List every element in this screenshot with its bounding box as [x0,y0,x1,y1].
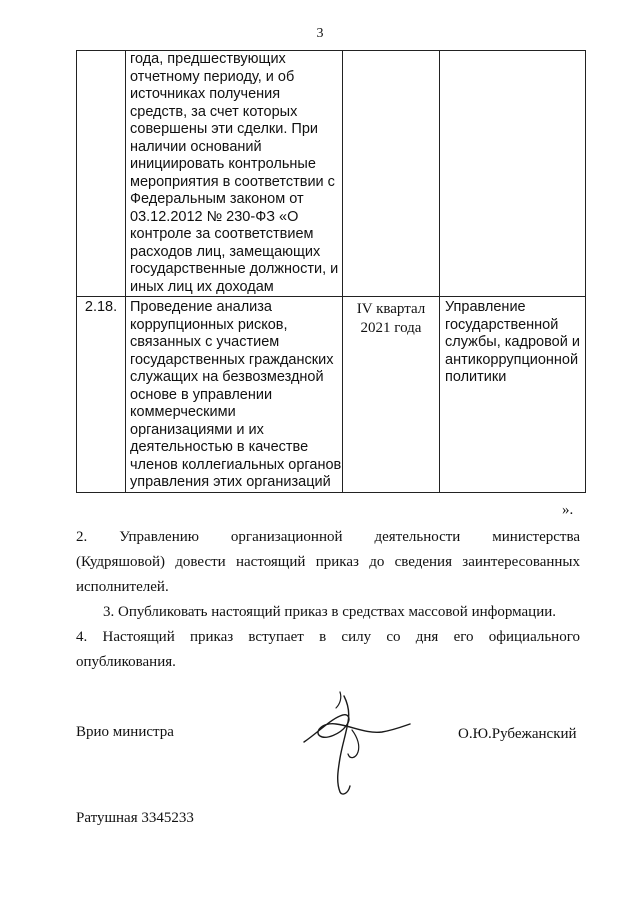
description-lines [130,51,342,296]
cell-text-line: управления этих организаций [130,474,331,490]
table-row [77,51,586,297]
paragraph-4 [76,625,580,675]
cell-text-line: коммерческими [130,404,236,420]
paragraph-2-line-1: 2. Управлению организационной деятельности министерства [76,529,580,545]
cell-text-line: Проведение анализа [130,299,272,315]
row-number-cell: 2.18. [77,297,126,493]
page-number: 3 [316,26,324,41]
description-lines [130,299,342,492]
cell-text-line: расходов лиц, замещающих [130,243,321,260]
signer-name: О.Ю.Рубежанский [458,726,577,742]
period-lines [343,300,439,338]
paragraph-2 [76,525,580,600]
cell-text-line: совершены эти сделки. При [130,121,318,137]
cell-text-line: года, предшествующих [130,51,286,67]
cell-text-line: служащих на безвозмездной [130,369,324,385]
cell-text-line: членов коллегиальных органов [130,456,342,473]
responsible-cell [440,51,586,297]
cell-text-line: средств, за счет которых [130,103,298,120]
cell-text-line: основе в управлении [130,386,273,403]
cell-text-line: контроле за соответствием [130,226,314,242]
cell-text-line: Федеральным законом от [130,191,304,207]
cell-text-line: коррупционных рисков, [130,316,288,333]
measures-table [76,50,586,493]
cell-text-line: наличии оснований [130,138,262,155]
cell-text-line: 03.12.2012 № 230-ФЗ «О [130,208,299,225]
cell-text-line: связанных с участием [130,334,280,350]
responsible-cell [440,297,586,493]
table-row [77,297,586,493]
signer-title: Врио министра [76,724,174,740]
cell-text-line: службы, кадровой и [445,334,580,350]
cell-text-line: Управление [445,299,526,315]
cell-text-line: отчетному периоду, и об [130,68,295,85]
row-number-cell [77,51,126,297]
cell-text-line: инициировать контрольные [130,156,316,172]
cell-text-line: государственных гражданских [130,351,334,368]
period-cell [343,51,440,297]
cell-text-line: IV квартал [356,301,426,317]
cell-text-line: иных лиц их доходам [130,278,274,295]
paragraph-4-line-1: 4. Настоящий приказ вступает в силу со дня его официального [76,629,580,645]
handwritten-signature [296,690,416,800]
executor-contact: Ратушная 3345233 [76,810,194,826]
period-cell [343,297,440,493]
cell-text-line: 2021 года [360,320,422,336]
responsible-lines [445,299,585,387]
paragraph-2-line-2: (Кудряшовой) довести настоящий приказ до сведения заинтересованных [76,554,580,570]
closing-quote: ». [562,502,574,518]
cell-text-line: мероприятия в соответствии с [130,173,335,190]
cell-text-line: политики [445,369,507,385]
cell-text-line: государственной [445,316,559,333]
paragraph-2-line-3: исполнителей. [76,579,169,595]
cell-text-line: государственные должности, и [130,261,339,277]
cell-text-line: источниках получения [130,86,281,102]
paragraph-3: 3. Опубликовать настоящий приказ в средствах массовой информации. [103,604,557,620]
description-cell [126,51,343,297]
paragraph-4-line-2: опубликования. [76,654,176,670]
cell-text-line: деятельностью в качестве [130,439,309,455]
description-cell [126,297,343,493]
cell-text-line: организациями и их [130,421,264,438]
cell-text-line: антикоррупционной [445,351,579,368]
